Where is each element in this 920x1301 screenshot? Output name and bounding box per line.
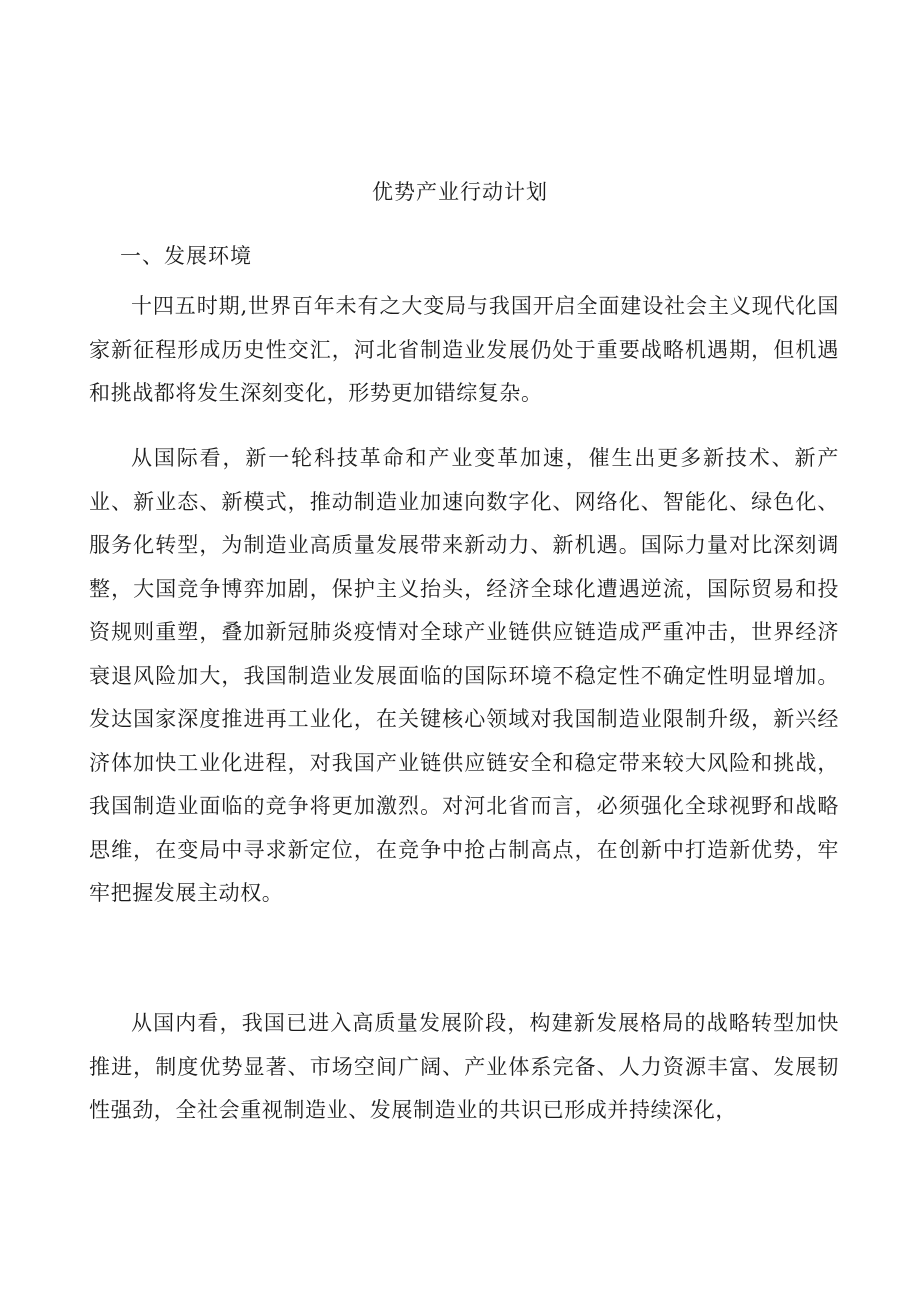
document-title: 优势产业行动计划 <box>372 180 548 204</box>
section-heading: 一、发展环境 <box>120 244 252 268</box>
paragraph-international: 从国际看，新一轮科技革命和产业变革加速，催生出更多新技术、新产业、新业态、新模式，推动制造业加速向数字化、网络化、智能化、绿色化、服务化转型，为制造业高质量发展带来新动力、新机遇。国际力量对比深刻调整，大国竞争博弈加剧，保护主义抬头，经济全球化遭遇逆流，国际贸易和投资规则重塑，叠加新冠肺炎疫情对全球产业链供应链造成严重冲击，世界经济衰退风险加大，我国制造业发展面临的国际环境不稳定性不确定性明显增加。发达国家深度推进再工业化，在关键核心领域对我国制造业限制升级，新兴经济体加快工业化进程，对我国产业链供应链安全和稳定带来较大风险和挑战，我国制造业面临的竞争将更加激烈。对河北省而言，必须强化全球视野和战略思维，在变局中寻求新定位，在竞争中抢占制高点，在创新中打造新优势，牢牢把握发展主动权。 <box>89 446 839 905</box>
paragraph-domestic: 从国内看，我国已进入高质量发展阶段，构建新发展格局的战略转型加快推进，制度优势显著、市场空间广阔、产业体系完备、人力资源丰富、发展韧性强劲，全社会重视制造业、发展制造业的共识已形成并持续深化， <box>89 1011 839 1122</box>
paragraph-intro: 十四五时期,世界百年未有之大变局与我国开启全面建设社会主义现代化国家新征程形成历史性交汇，河北省制造业发展仍处于重要战略机遇期，但机遇和挑战都将发生深刻变化，形势更加错综复杂。 <box>89 294 839 405</box>
